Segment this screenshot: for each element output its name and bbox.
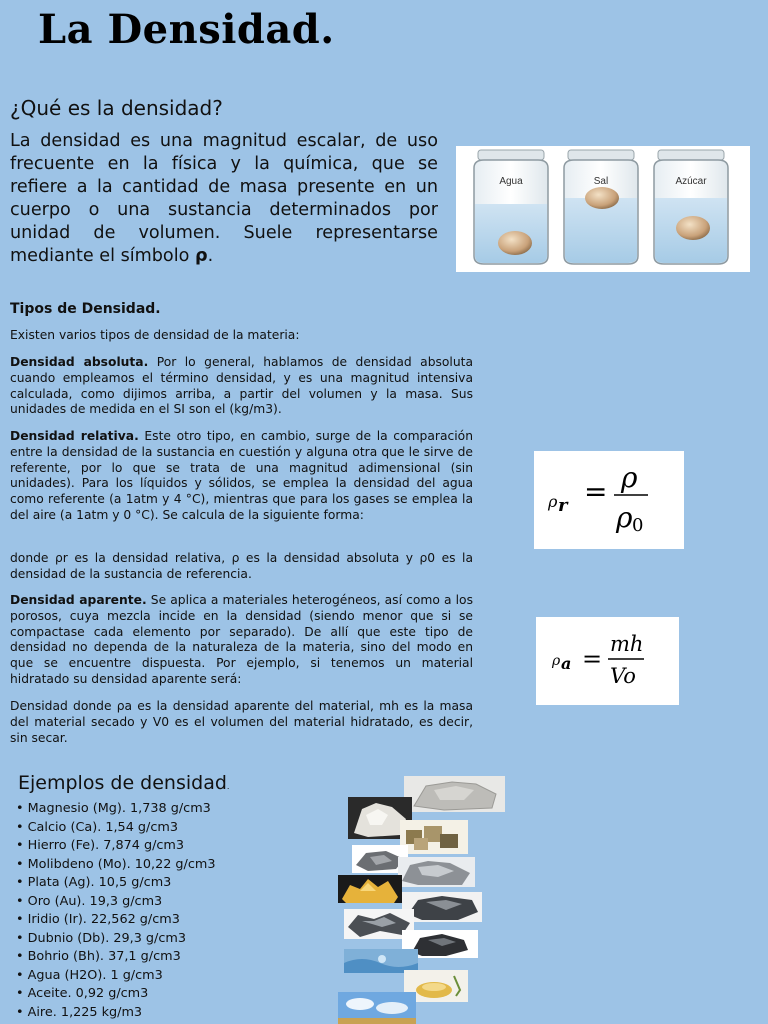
jar-agua: [474, 150, 548, 264]
aparente-text: Se aplica a materiales heterogéneos, así como a los porosos, cuya mezcla incide en la densidad (siendo menor que si se compactase cada elemento por separado). De allí que este tipo de densidad no dependa de la naturaleza de la materia, sino del modo en que se encuentre dispuesta. Por ejemplo, si tenemos un material hidratado su densidad aparente será:: [10, 593, 473, 686]
iron-image: [400, 820, 468, 854]
jar-label-sal: Sal: [593, 176, 609, 187]
magnesium-image: [404, 776, 505, 812]
jars-illustration: [456, 146, 750, 272]
absoluta-text: Por lo general, hablamos de densidad absoluta cuando empleamos el término densidad, y es una magnitud intensiva calculada, como dijimos arriba, a partir del volumen y la masa. Sus unidades de medida en el SI son el (kg/m3).: [10, 355, 473, 417]
relativa-note: donde ρr es la densidad relativa, ρ es la densidad absoluta y ρ0 es la densidad de la sustancia de referencia.: [10, 551, 473, 581]
intro-text: La densidad es una magnitud escalar, de uso frecuente en la física y la química, que se refiere a la cantidad de masa presente en un cuerpo o una sustancia determinados por unidad de volumen. Suele representarse mediante el símbolo: [10, 131, 438, 266]
egg-sal: [585, 187, 619, 209]
tipos-intro: Existen varios tipos de densidad de la materia:: [10, 328, 300, 342]
f1-eq: =: [584, 475, 608, 508]
f1-num: ρ: [621, 461, 638, 494]
f2-den: Vo: [610, 664, 636, 688]
list-item: • Magnesio (Mg). 1,738 g/cm3: [16, 800, 216, 819]
list-item: • Molibdeno (Mo). 10,22 g/cm3: [16, 856, 216, 875]
densidad-absoluta: [10, 355, 473, 418]
egg-azucar: [676, 216, 710, 240]
formula-relative-density: [534, 451, 684, 549]
f2-lhs: ρ: [552, 653, 561, 669]
list-item: • Bohrio (Bh). 37,1 g/cm3: [16, 948, 216, 967]
jar-sal: [564, 150, 638, 264]
iridium-image: [402, 892, 482, 922]
aparente-note: Densidad donde ρa es la densidad aparente del material, mh es la masa del material secado y V0 es el volumen del material hidratado, es decir, sin secar.: [10, 699, 473, 745]
list-item: • Aire. 1,225 kg/m3: [16, 1004, 216, 1023]
jar-label-agua: Agua: [499, 176, 523, 187]
densidad-aparente: [10, 593, 473, 688]
intro-end: .: [207, 246, 214, 266]
air-image: [338, 992, 416, 1024]
ejemplos-heading-text: Ejemplos de densidad: [18, 772, 227, 794]
list-item: • Dubnio (Db). 29,3 g/cm3: [16, 930, 216, 949]
relativa-term: Densidad relativa.: [10, 429, 139, 443]
list-item: • Hierro (Fe). 7,874 g/cm3: [16, 837, 216, 856]
f1-lhs-sub: r: [558, 495, 568, 516]
list-item: • Agua (H2O). 1 g/cm3: [16, 967, 216, 986]
tipos-heading: Tipos de Densidad.: [10, 301, 161, 317]
f2-num: mh: [610, 632, 644, 656]
section-question: ¿Qué es la densidad?: [10, 96, 223, 120]
list-item: • Calcio (Ca). 1,54 g/cm3: [16, 819, 216, 838]
aparente-term: Densidad aparente.: [10, 593, 147, 607]
absoluta-term: Densidad absoluta.: [10, 355, 149, 369]
f2-lhs-sub: a: [561, 654, 572, 673]
formula-apparent-density: [536, 617, 679, 705]
jar-label-azucar: Azúcar: [675, 176, 707, 187]
ejemplos-heading: [18, 772, 229, 794]
silver-image: [398, 857, 475, 887]
ejemplos-heading-dot: .: [226, 782, 230, 791]
list-item: • Iridio (Ir). 22,562 g/cm3: [16, 911, 216, 930]
list-item: • Aceite. 0,92 g/cm3: [16, 985, 216, 1004]
jar-azucar: [654, 150, 728, 264]
list-item: • Oro (Au). 19,3 g/cm3: [16, 893, 216, 912]
intro-paragraph: [10, 130, 438, 268]
f1-den-sub: 0: [632, 515, 644, 536]
densidad-relativa: [10, 429, 473, 524]
page-title: La Densidad.: [38, 6, 335, 53]
ejemplos-list: [16, 800, 216, 1022]
rho-symbol: ρ: [194, 246, 208, 266]
list-item: • Plata (Ag). 10,5 g/cm3: [16, 874, 216, 893]
gold-image: [338, 875, 402, 903]
f1-lhs: ρ: [548, 492, 558, 511]
f1-den: ρ: [616, 501, 633, 534]
relativa-text: Este otro tipo, en cambio, surge de la comparación entre la densidad de la sustancia en cuestión y alguna otra que le sirve de referente, por lo que se trata de una magnitud adimensional (sin unidades). Para los líquidos y sólidos, se emplea la densidad del agua como referente (a 1atm y 4 °C), mientras que para los gases se emplea la del aire (a 1atm y 0 °C). Se calcula de la siguiente forma:: [10, 429, 473, 522]
egg-agua: [498, 231, 532, 255]
f2-eq: =: [582, 645, 603, 673]
